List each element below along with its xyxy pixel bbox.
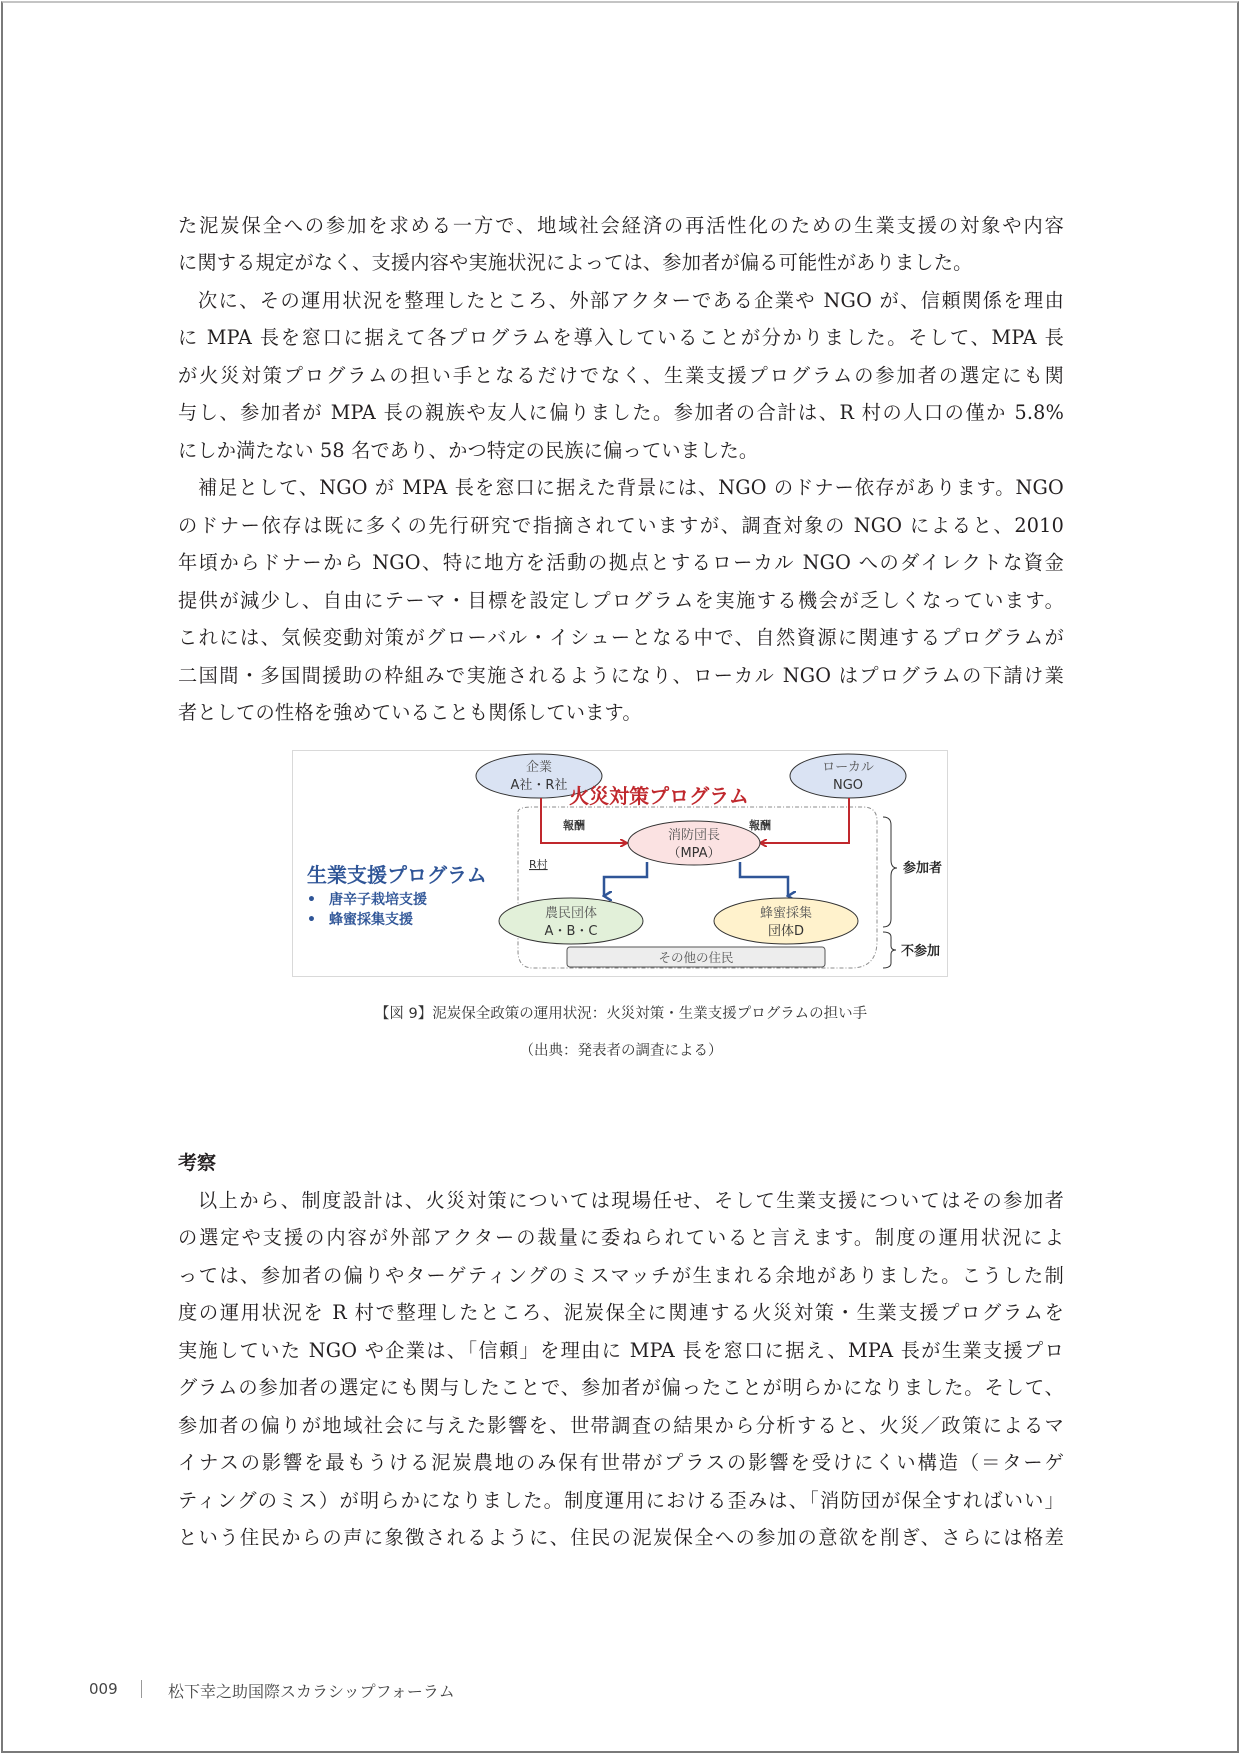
page-number: 009 bbox=[89, 1680, 118, 1698]
text-line: 二国間・多国間援助の枠組みで実施されるようになり、ローカル NGO はプログラムの下請け業 bbox=[178, 664, 1064, 687]
text-line: という住民からの声に象徴されるように、住民の泥炭保全への参加の意欲を削ぎ、さらには格差 bbox=[178, 1526, 1064, 1549]
text-line: のドナー依存は既に多くの先行研究で指摘されていますが、調査対象の NGO によると、2010 bbox=[178, 514, 1064, 537]
figure-caption: 【図 9】泥炭保全政策の運用状況：火災対策・生業支援プログラムの担い手 bbox=[374, 1006, 868, 1022]
text-line: これには、気候変動対策がグローバル・イシューとなる中で、自然資源に関連するプログラムが bbox=[178, 626, 1064, 649]
honey-group-node bbox=[714, 898, 858, 944]
text-line: 以上から、制度設計は、火災対策については現場任せ、そして生業支援についてはその参加者 bbox=[198, 1189, 1064, 1212]
text-line: にしか満たない 58 名であり、かつ特定の民族に偏っていました。 bbox=[178, 439, 759, 462]
section-heading: 考察 bbox=[178, 1152, 217, 1174]
reward-label-left: 報酬 bbox=[563, 819, 585, 832]
assign-arrow-honey bbox=[740, 862, 788, 896]
non-participants-label: 不参加 bbox=[901, 944, 941, 959]
text-line: ティングのミス）が明らかになりました。制度運用における歪みは、「消防団が保全すればいい」 bbox=[178, 1489, 1064, 1512]
text-line: っては、参加者の偏りやターゲティングのミスマッチが生まれる余地がありました。こうした制 bbox=[178, 1264, 1064, 1287]
text-line: 実施していた NGO や企業は、「信頼」を理由に MPA 長を窓口に据え、MPA 長が生業支援プロ bbox=[178, 1339, 1064, 1362]
bullet-icon: • bbox=[307, 912, 316, 928]
text-line: グラムの参加者の選定にも関与したことで、参加者が偏ったことが明らかになりました。そして、 bbox=[178, 1376, 1064, 1399]
ngo-label-2: NGO bbox=[832, 778, 864, 793]
honey-label-2: 団体D bbox=[767, 924, 805, 939]
reward-arrow-right bbox=[761, 798, 849, 843]
village-label: R村 bbox=[529, 858, 548, 871]
text-line: の選定や支援の内容が外部アクターの裁量に委ねられていると言えます。制度の運用状況によ bbox=[178, 1226, 1064, 1249]
ngo-label-1: ローカル bbox=[822, 760, 874, 775]
farmer-group-node bbox=[499, 898, 643, 944]
farmer-label-1: 農民団体 bbox=[544, 906, 598, 921]
other-residents-label: その他の住民 bbox=[658, 950, 734, 965]
text-line: 提供が減少し、自由にテーマ・目標を設定しプログラムを実施する機会が乏しくなっています。 bbox=[178, 589, 1064, 612]
text-line: 参加者の偏りが地域社会に与えた影響を、世帯調査の結果から分析すると、火災／政策によるマ bbox=[178, 1414, 1064, 1437]
footer-divider bbox=[141, 1680, 142, 1698]
farmer-label-2: A・B・C bbox=[544, 924, 598, 939]
diagram-canvas bbox=[293, 751, 949, 978]
mpa-node bbox=[628, 821, 760, 865]
assign-arrow-farmers bbox=[604, 862, 647, 896]
text-line: 度の運用状況を R 村で整理したところ、泥炭保全に関連する火災対策・生業支援プログラムを bbox=[178, 1301, 1064, 1324]
honey-label-1: 蜂蜜採集 bbox=[759, 906, 813, 921]
text-line: に MPA 長を窓口に据えて各プログラムを導入していることが分かりました。そして、MPA 長 bbox=[178, 326, 1064, 349]
figure-diagram bbox=[292, 750, 948, 977]
text-line: 者としての性格を強めていることも関係しています。 bbox=[178, 701, 642, 724]
ngo-node bbox=[790, 754, 906, 798]
mpa-label-1: 消防団長 bbox=[667, 828, 721, 843]
mpa-label-2: （MPA） bbox=[667, 846, 721, 861]
text-line: に関する規定がなく、支援内容や実施状況によっては、参加者が偏る可能性がありました。 bbox=[178, 251, 973, 274]
figure-source: （出典：発表者の調査による） bbox=[519, 1043, 723, 1059]
other-residents-box bbox=[567, 947, 825, 967]
text-line: 与し、参加者が MPA 長の親族や友人に偏りました。参加者の合計は、R 村の人口の僅か 5.8% bbox=[178, 401, 1064, 424]
participants-brace bbox=[883, 817, 897, 927]
non-participants-brace bbox=[883, 932, 896, 968]
participants-label: 参加者 bbox=[903, 861, 943, 876]
livelihood-program-title: 生業支援プログラム bbox=[307, 863, 487, 887]
text-line: た泥炭保全への参加を求める一方で、地域社会経済の再活性化のための生業支援の対象や内容 bbox=[178, 214, 1064, 237]
livelihood-item: 蜂蜜採集支援 bbox=[329, 912, 413, 928]
livelihood-item: 唐辛子栽培支援 bbox=[329, 892, 427, 908]
company-label-1: 企業 bbox=[525, 760, 553, 775]
reward-label-right: 報酬 bbox=[749, 819, 771, 832]
text-line: 補足として、NGO が MPA 長を窓口に据えた背景には、NGO のドナー依存があります。NGO bbox=[198, 476, 1064, 499]
publication-title: 松下幸之助国際スカラシップフォーラム bbox=[168, 1682, 455, 1701]
text-line: が火災対策プログラムの担い手となるだけでなく、生業支援プログラムの参加者の選定にも関 bbox=[178, 364, 1064, 387]
text-line: イナスの影響を最もうける泥炭農地のみ保有世帯がプラスの影響を受けにくい構造（＝ターゲ bbox=[178, 1451, 1064, 1474]
bullet-icon: • bbox=[307, 892, 316, 908]
company-label-2: A社・R社 bbox=[510, 778, 568, 793]
text-line: 次に、その運用状況を整理したところ、外部アクターである企業や NGO が、信頼関係を理由 bbox=[198, 289, 1064, 312]
text-line: 年頃からドナーから NGO、特に地方を活動の拠点とするローカル NGO へのダイレクトな資金 bbox=[178, 551, 1064, 574]
fire-program-title: 火災対策プログラム bbox=[569, 784, 749, 808]
